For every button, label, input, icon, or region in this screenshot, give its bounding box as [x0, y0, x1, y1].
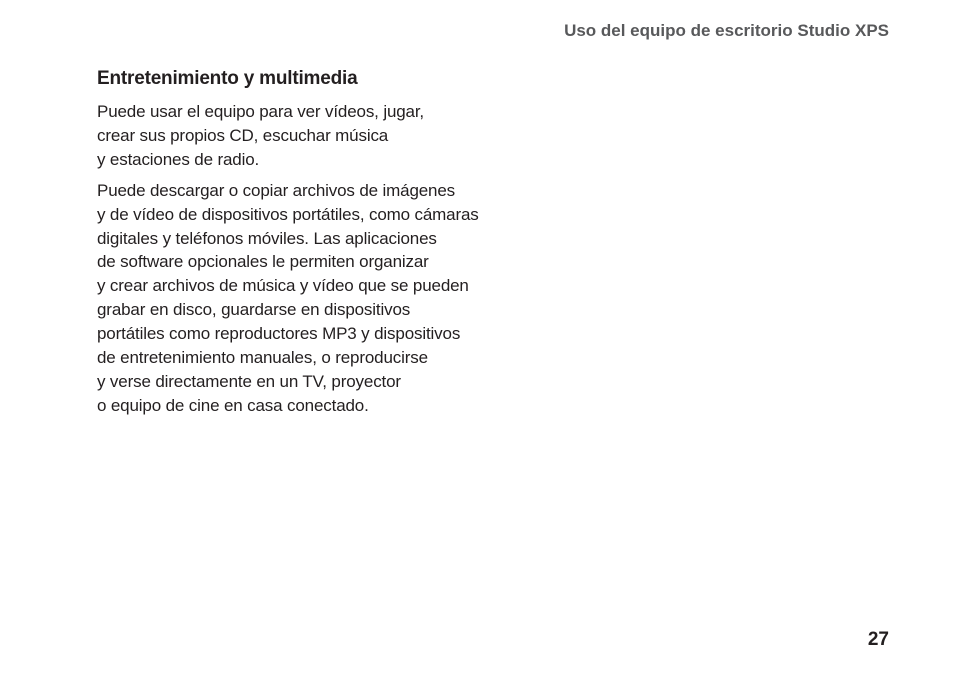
- running-header-title: Uso del equipo de escritorio Studio XPS: [564, 21, 889, 40]
- paragraph-line: Puede usar el equipo para ver vídeos, jugar,: [97, 102, 425, 121]
- paragraph-line: de entretenimiento manuales, o reproducirse: [97, 348, 428, 368]
- paragraph-intro: [97, 100, 497, 172]
- section-title: Entretenimiento y multimedia: [97, 68, 358, 89]
- paragraph-line: crear sus propios CD, escuchar música: [97, 125, 389, 145]
- page-number: 27: [867, 629, 889, 650]
- paragraph-line: de software opcionales le permiten organizar: [97, 252, 429, 272]
- paragraph-line: y de vídeo de dispositivos portátiles, como cámaras: [97, 204, 479, 224]
- main-content: [97, 66, 497, 425]
- paragraph-line: y verse directamente en un TV, proyector: [97, 371, 401, 391]
- paragraph-line: y estaciones de radio.: [97, 149, 260, 169]
- paragraph-line: portátiles como reproductores MP3 y dispositivos: [97, 324, 461, 344]
- paragraph-line: o equipo de cine en casa conectado.: [97, 395, 369, 415]
- paragraph-line: grabar en disco, guardarse en dispositivos: [97, 300, 411, 320]
- paragraph-line: digitales y teléfonos móviles. Las aplicaciones: [97, 228, 437, 248]
- paragraph-line: y crear archivos de música y vídeo que se pueden: [97, 276, 469, 296]
- paragraph-line: Puede descargar o copiar archivos de imágenes: [97, 180, 456, 200]
- paragraph-details: [97, 179, 497, 418]
